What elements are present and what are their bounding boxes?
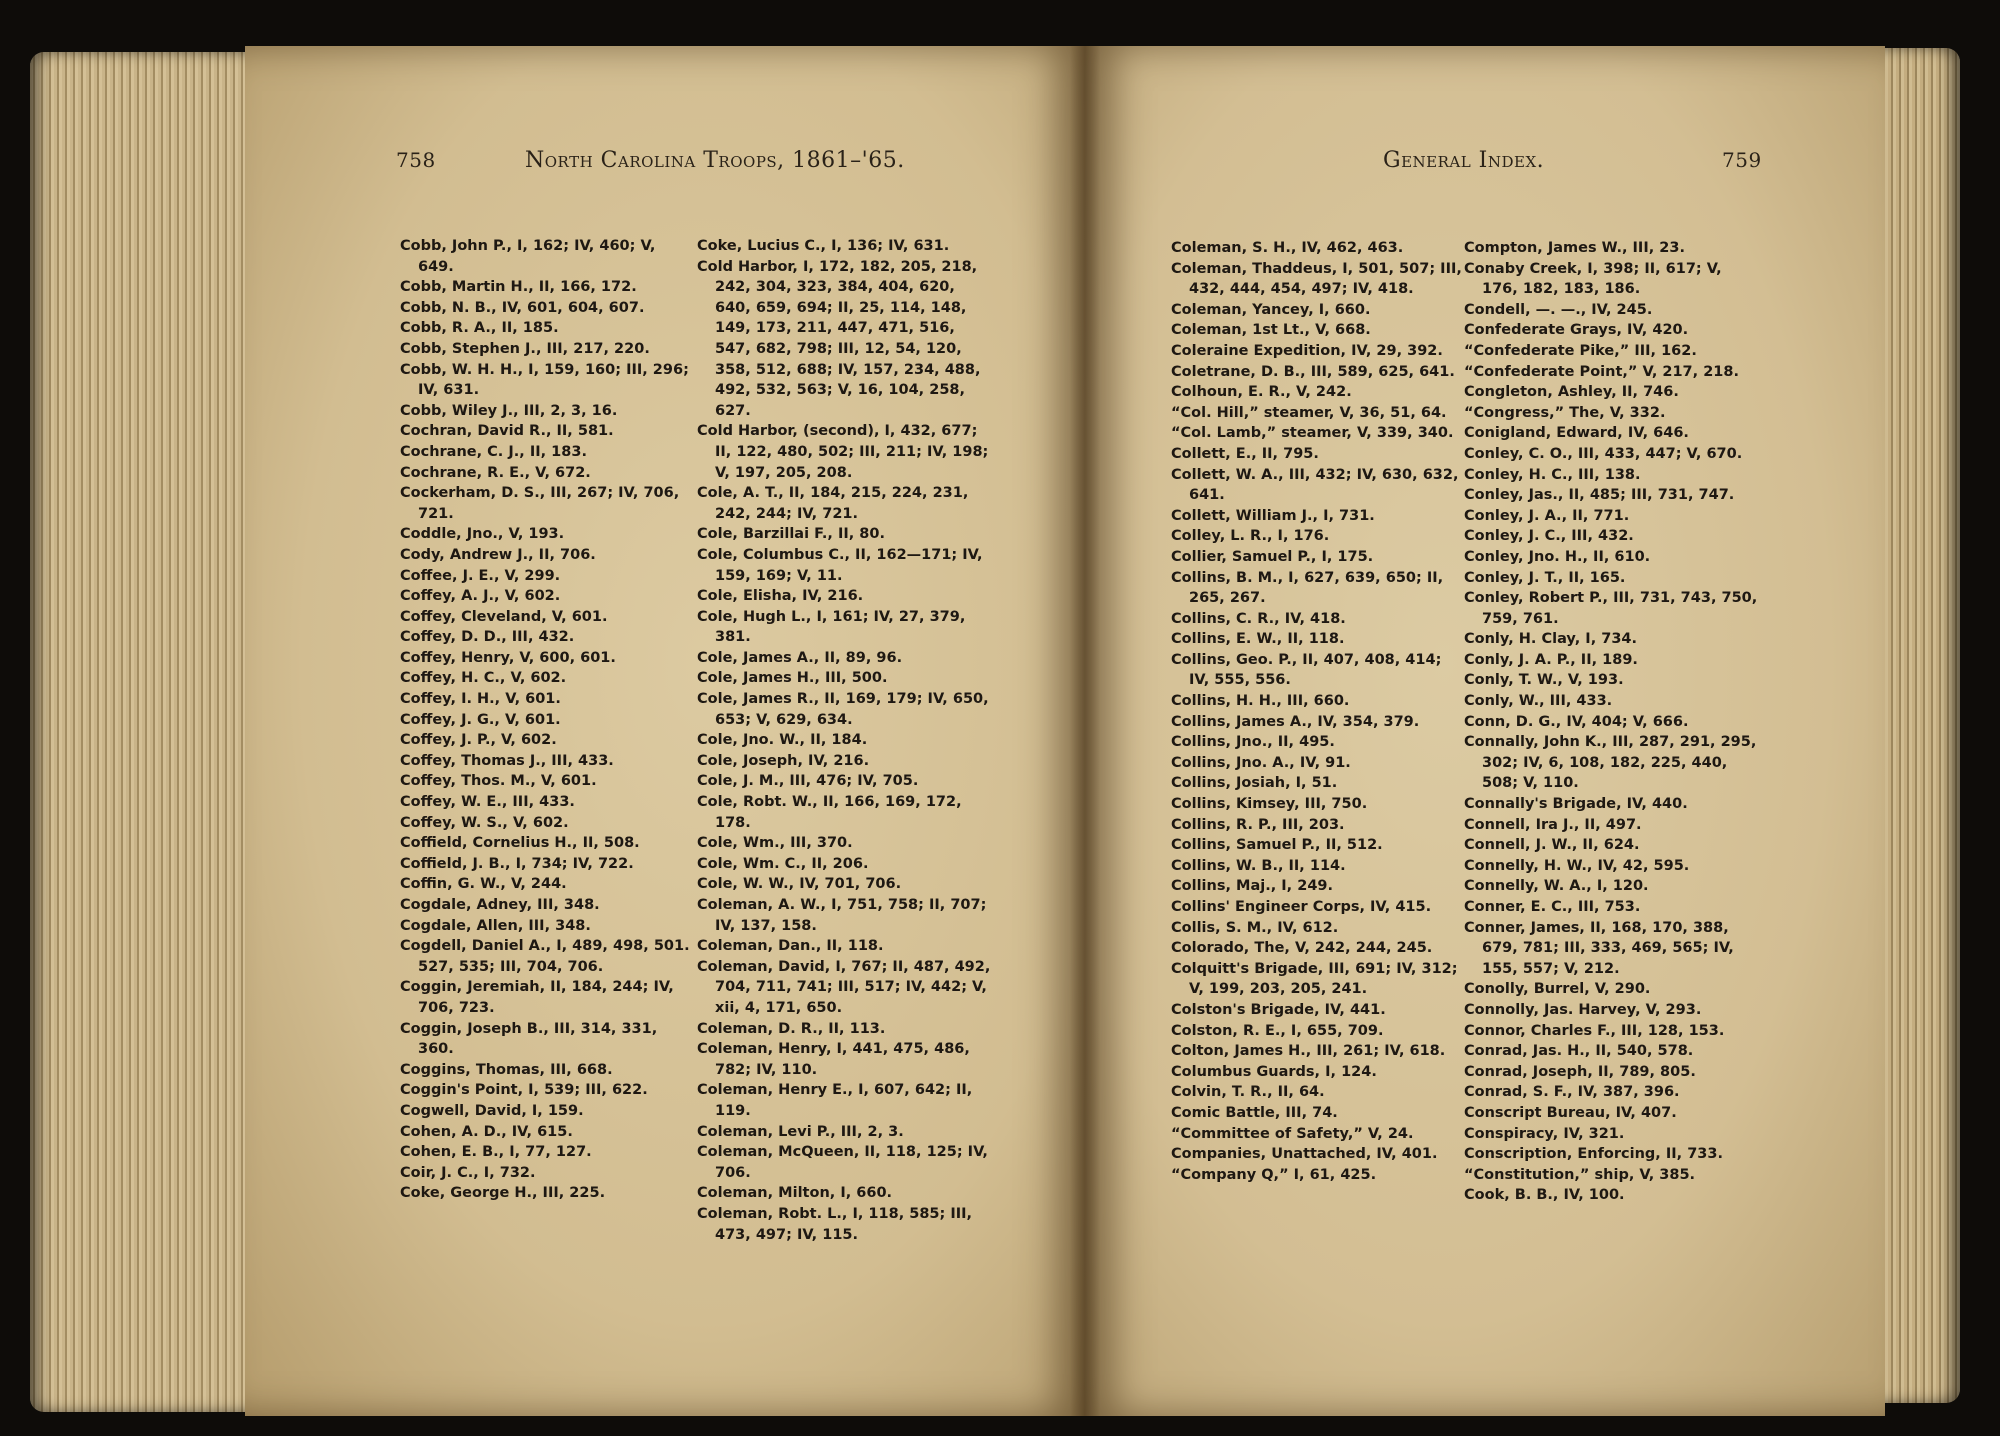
index-entry: Colton, James H., III, 261; IV, 618. [1171,1043,1446,1060]
index-entry: Coffey, D. D., III, 432. [400,629,575,646]
index-entry: Collins, Jno. A., IV, 91. [1171,754,1351,771]
index-entry: Coleman, Robt. L., I, 118, 585; III, 473, 497; IV, 115. [697,1205,973,1243]
index-entry: Cobb, W. H. H., I, 159, 160; III, 296; IV, 631. [400,361,689,399]
index-entry: Colston's Brigade, IV, 441. [1171,1001,1386,1018]
index-entry: Cole, James H., III, 500. [697,670,888,687]
index-entry: Cobb, Martin H., II, 166, 172. [400,279,637,296]
index-entry: Cobb, Wiley J., III, 2, 3, 16. [400,402,618,419]
index-entry: Connolly, Jas. Harvey, V, 293. [1464,1001,1702,1018]
index-entry: Cole, J. M., III, 476; IV, 705. [697,773,919,790]
index-entry: Collier, Samuel P., I, 175. [1171,548,1374,565]
index-entry: Cole, Jno. W., II, 184. [697,732,868,749]
index-entry: Coke, Lucius C., I, 136; IV, 631. [697,238,950,254]
index-entry: Collins, Kimsey, III, 750. [1171,796,1368,813]
index-entry: Coleman, Thaddeus, I, 501, 507; III, 432, 444, 454, 497; IV, 418. [1171,260,1462,298]
index-entry: Coffey, J. P., V, 602. [400,732,557,749]
index-entry: Confederate Grays, IV, 420. [1464,322,1689,339]
index-entry: Coleman, Levi P., III, 2, 3. [697,1123,904,1140]
index-entry: Cole, W. W., IV, 701, 706. [697,876,902,893]
index-entry: “Col. Lamb,” steamer, V, 339, 340. [1171,425,1454,442]
index-entry: Conley, Jas., II, 485; III, 731, 747. [1464,487,1735,504]
index-entry: Coggins, Thomas, III, 668. [400,1061,613,1078]
index-entry: Conly, T. W., V, 193. [1464,672,1624,689]
index-entry: Conscription, Enforcing, II, 733. [1464,1146,1723,1163]
index-entry: Coleman, S. H., IV, 462, 463. [1171,240,1404,256]
index-entry: Coffield, J. B., I, 734; IV, 722. [400,855,634,872]
index-entry: Coffey, J. G., V, 601. [400,711,561,728]
index-entry: Coffin, G. W., V, 244. [400,876,567,893]
index-entry: Cobb, R. A., II, 185. [400,320,559,337]
index-entry: Cole, James R., II, 169, 179; IV, 650, 653; V, 629, 634. [697,691,989,728]
index-entry: Cole, Elisha, IV, 216. [697,588,864,605]
index-entry: Coleman, Henry, I, 441, 475, 486, 782; IV, 110. [697,1041,970,1078]
index-entry: Collett, William J., I, 731. [1171,507,1375,524]
index-entry: Coggin's Point, I, 539; III, 622. [400,1082,648,1099]
index-entry: Conley, J. T., II, 165. [1464,569,1626,586]
left-page-number: 758 [396,148,436,172]
index-entry: Conolly, Burrel, V, 290. [1464,981,1651,998]
index-entry: Coffey, Cleveland, V, 601. [400,608,608,625]
left-page-column-2 [697,236,992,1245]
index-entry: Conley, H. C., III, 138. [1464,466,1641,483]
index-entry: Coir, J. C., I, 732. [400,1164,536,1181]
index-entry: Companies, Unattached, IV, 401. [1171,1146,1438,1163]
index-entry: Collins, C. R., IV, 418. [1171,610,1346,627]
index-entry: Cogwell, David, I, 159. [400,1102,584,1119]
index-entry: Conley, Jno. H., II, 610. [1464,548,1651,565]
index-entry: Coleman, Dan., II, 118. [697,938,884,955]
right-page-edges [1880,48,1960,1403]
index-entry: Colhoun, E. R., V, 242. [1171,384,1352,401]
index-entry: Conley, Robert P., III, 731, 743, 750, 759, 761. [1464,590,1758,627]
index-entry: Coffey, A. J., V, 602. [400,588,561,605]
index-entry: Collins, Josiah, I, 51. [1171,775,1338,792]
index-entry: Collins, Jno., II, 495. [1171,734,1335,751]
left-running-head: North Carolina Troops, 1861–'65. [525,148,905,173]
index-entry: Coffey, W. S., V, 602. [400,814,569,831]
index-entry: Cole, Robt. W., II, 166, 169, 172, 178. [697,794,962,831]
index-entry: Connor, Charles F., III, 128, 153. [1464,1022,1725,1039]
index-entry: Conn, D. G., IV, 404; V, 666. [1464,713,1689,730]
index-entry: Colley, L. R., I, 176. [1171,528,1330,545]
index-entry: Connally's Brigade, IV, 440. [1464,796,1688,813]
index-entry: Coffey, W. E., III, 433. [400,794,575,811]
right-page-column-2 [1464,238,1759,1206]
index-entry: Cochrane, C. J., II, 183. [400,443,587,460]
index-entry: “Confederate Pike,” III, 162. [1464,342,1697,359]
index-entry: Congleton, Ashley, II, 746. [1464,384,1679,401]
index-entry: “Col. Hill,” steamer, V, 36, 51, 64. [1171,404,1447,421]
index-entry: Collins' Engineer Corps, IV, 415. [1171,899,1432,915]
left-page-column-1 [400,236,695,1204]
index-entry: Conrad, S. F., IV, 387, 396. [1464,1084,1680,1101]
index-entry: “Company Q,” I, 61, 425. [1171,1166,1377,1183]
index-entry: Cook, B. B., IV, 100. [1464,1187,1625,1204]
index-entry: Colquitt's Brigade, III, 691; IV, 312; V, 199, 203, 205, 241. [1171,960,1458,998]
right-running-head: General Index. [1383,148,1545,173]
index-entry: Cohen, A. D., IV, 615. [400,1123,573,1140]
index-entry: Cole, A. T., II, 184, 215, 224, 231, 242, 244; IV, 721. [697,485,969,522]
index-entry: Conrad, Jas. H., II, 540, 578. [1464,1043,1694,1060]
index-entry: Condell, —. —., IV, 245. [1464,301,1653,318]
index-entry: Collett, E., II, 795. [1171,445,1319,462]
index-entry: Colorado, The, V, 242, 244, 245. [1171,940,1433,957]
index-entry: “Congress,” The, V, 332. [1464,404,1666,421]
index-entry: Conrad, Joseph, II, 789, 805. [1464,1063,1696,1080]
index-entry: Coffield, Cornelius H., II, 508. [400,835,640,852]
index-entry: Coleman, David, I, 767; II, 487, 492, 704, 711, 741; III, 517; IV, 442; V, xii, 4, 171, 650. [697,958,991,1016]
index-entry: Connally, John K., III, 287, 291, 295, 302; IV, 6, 108, 182, 225, 440, 508; V, 110. [1464,734,1757,792]
right-page-column-1 [1171,238,1466,1185]
index-entry: Collins, Geo. P., II, 407, 408, 414; IV, 555, 556. [1171,651,1442,689]
index-entry: Cole, Wm., III, 370. [697,835,853,852]
index-entry: Coggin, Jeremiah, II, 184, 244; IV, 706, 723. [400,979,674,1016]
index-entry: Cobb, John P., I, 162; IV, 460; V, 649. [400,238,656,275]
index-entry: Conly, W., III, 433. [1464,693,1613,710]
book-gutter [1070,46,1100,1416]
index-entry: Coffey, Thomas J., III, 433. [400,752,614,769]
index-entry: Conly, J. A. P., II, 189. [1464,651,1638,668]
index-entry: Comic Battle, III, 74. [1171,1104,1338,1121]
index-entry: Conspiracy, IV, 321. [1464,1125,1625,1142]
index-entry: Collins, R. P., III, 203. [1171,816,1345,833]
index-entry: Cold Harbor, (second), I, 432, 677; II, 122, 480, 502; III, 211; IV, 198; V, 197, 205, 208. [697,423,989,481]
index-entry: Coleman, Milton, I, 660. [697,1185,893,1202]
index-entry: Cobb, N. B., IV, 601, 604, 607. [400,299,645,316]
index-entry: Conscript Bureau, IV, 407. [1464,1104,1677,1121]
index-entry: Coffey, Henry, V, 600, 601. [400,649,616,666]
index-entry: Cochran, David R., II, 581. [400,423,614,440]
index-entry: Cole, James A., II, 89, 96. [697,649,903,666]
index-entry: Connell, Ira J., II, 497. [1464,816,1642,833]
index-entry: Compton, James W., III, 23. [1464,240,1685,256]
index-entry: Collins, W. B., II, 114. [1171,857,1346,874]
index-entry: Coffee, J. E., V, 299. [400,567,561,584]
right-page-number: 759 [1722,148,1762,172]
index-entry: Conigland, Edward, IV, 646. [1464,425,1689,442]
index-entry: Coleraine Expedition, IV, 29, 392. [1171,342,1443,359]
index-entry: Collins, E. W., II, 118. [1171,631,1345,648]
index-entry: Conner, James, II, 168, 170, 388, 679, 781; III, 333, 469, 565; IV, 155, 557; V, 212. [1464,919,1734,977]
index-entry: Coke, George H., III, 225. [400,1185,606,1202]
index-entry: Coleman, McQueen, II, 118, 125; IV, 706. [697,1144,988,1181]
index-entry: Coleman, A. W., I, 751, 758; II, 707; IV, 137, 158. [697,897,987,934]
index-entry: Colvin, T. R., II, 64. [1171,1084,1325,1101]
index-entry: Cockerham, D. S., III, 267; IV, 706, 721. [400,485,680,522]
index-entry: Conley, C. O., III, 433, 447; V, 670. [1464,445,1743,462]
index-entry: Coffey, I. H., V, 601. [400,691,561,708]
index-entry: Collins, Maj., I, 249. [1171,878,1333,895]
index-entry: Cogdale, Adney, III, 348. [400,897,600,913]
index-entry: Cogdale, Allen, III, 348. [400,917,591,934]
index-entry: Connell, J. W., II, 624. [1464,837,1640,854]
index-entry: Cogdell, Daniel A., I, 489, 498, 501. 527, 535; III, 704, 706. [400,938,690,975]
index-entry: Cole, Joseph, IV, 216. [697,752,870,769]
index-entry: Cole, Barzillai F., II, 80. [697,526,885,543]
index-entry: Coddle, Jno., V, 193. [400,526,565,543]
index-entry: Connelly, W. A., I, 120. [1464,878,1649,895]
index-entry: Collins, James A., IV, 354, 379. [1171,713,1420,730]
index-entry: Conly, H. Clay, I, 734. [1464,631,1638,648]
index-entry: Columbus Guards, I, 124. [1171,1063,1377,1080]
index-entry: Cochrane, R. E., V, 672. [400,464,591,481]
index-entry: “Confederate Point,” V, 217, 218. [1464,363,1739,380]
index-entry: Colston, R. E., I, 655, 709. [1171,1022,1384,1039]
index-entry: Conner, E. C., III, 753. [1464,899,1641,915]
index-entry: Cohen, E. B., I, 77, 127. [400,1144,592,1161]
index-entry: “Constitution,” ship, V, 385. [1464,1166,1696,1183]
index-entry: Conaby Creek, I, 398; II, 617; V, 176, 182, 183, 186. [1464,260,1722,298]
index-entry: Coleman, Yancey, I, 660. [1171,301,1371,318]
index-entry: Cole, Hugh L., I, 161; IV, 27, 379, 381. [697,608,966,646]
index-entry: Coleman, Henry E., I, 607, 642; II, 119. [697,1082,973,1119]
index-entry: Cole, Wm. C., II, 206. [697,855,869,872]
index-entry: Conley, J. A., II, 771. [1464,507,1630,524]
index-entry: Coletrane, D. B., III, 589, 625, 641. [1171,363,1455,380]
index-entry: Collis, S. M., IV, 612. [1171,919,1339,936]
index-entry: Collett, W. A., III, 432; IV, 630, 632, 641. [1171,466,1459,504]
index-entry: Cold Harbor, I, 172, 182, 205, 218, 242, 304, 323, 384, 404, 620, 640, 659, 694; II, 25, 114, 148, 149, 173, 211, 447, 471, 516, 547, 682, 798; III, 12, 54, 120, 358, 512, 688; IV, 157, 234, 488, 492, 532, 563; V, 16, 104, 258, 627. [697,258,981,419]
index-entry: Conley, J. C., III, 432. [1464,528,1634,545]
index-entry: Coleman, D. R., II, 113. [697,1020,886,1037]
index-entry: Cody, Andrew J., II, 706. [400,546,596,563]
index-entry: Collins, B. M., I, 627, 639, 650; II, 265, 267. [1171,569,1444,607]
index-entry: Coffey, H. C., V, 602. [400,670,567,687]
left-page-edges [30,52,255,1412]
index-entry: Coggin, Joseph B., III, 314, 331, 360. [400,1020,658,1058]
index-entry: Collins, Samuel P., II, 512. [1171,837,1383,854]
index-entry: “Committee of Safety,” V, 24. [1171,1125,1414,1142]
index-entry: Connelly, H. W., IV, 42, 595. [1464,857,1690,874]
index-entry: Cobb, Stephen J., III, 217, 220. [400,340,650,357]
index-entry: Collins, H. H., III, 660. [1171,693,1350,710]
index-entry: Cole, Columbus C., II, 162—171; IV, 159, 169; V, 11. [697,546,983,584]
index-entry: Coffey, Thos. M., V, 601. [400,773,597,790]
index-entry: Coleman, 1st Lt., V, 668. [1171,322,1371,339]
